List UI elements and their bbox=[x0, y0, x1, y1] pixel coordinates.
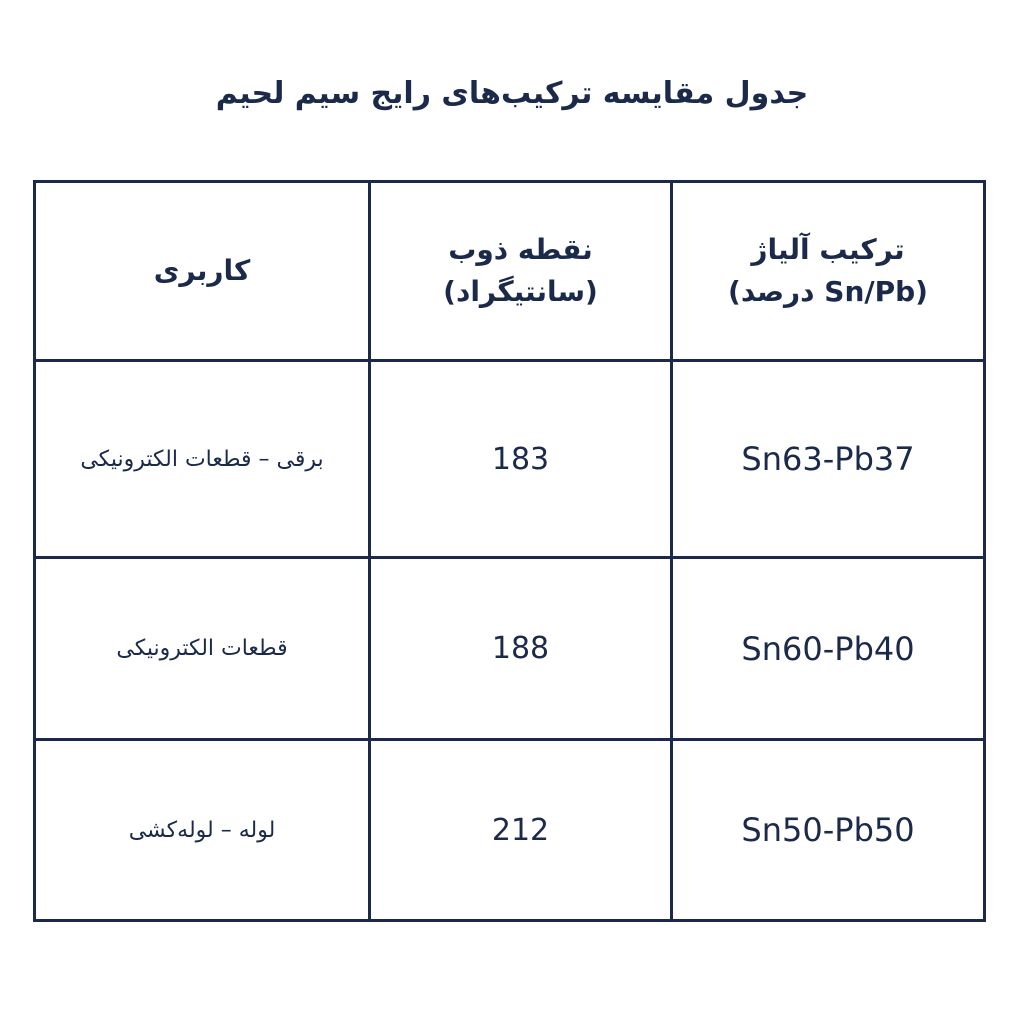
header-melting-point: نقطه ذوب (سانتیگراد) bbox=[370, 182, 672, 361]
usage-cell: برقی – قطعات الکترونیکی bbox=[35, 361, 370, 558]
melting-point-cell: 183 bbox=[370, 361, 672, 558]
page-title: جدول مقایسه ترکیب‌های رایج سیم لحیم bbox=[215, 76, 809, 111]
melting-point-cell: 212 bbox=[370, 740, 672, 921]
alloy-cell: Sn63-Pb37 bbox=[672, 361, 985, 558]
header-alloy-line1: ترکیب آلیاژ bbox=[751, 233, 905, 266]
table-row bbox=[35, 740, 985, 921]
header-alloy-composition bbox=[672, 182, 985, 361]
alloy-cell: Sn50-Pb50 bbox=[672, 740, 985, 921]
header-usage: کاربری bbox=[35, 182, 370, 361]
table-header-row bbox=[35, 182, 985, 361]
table-row bbox=[35, 558, 985, 740]
header-alloy-line2: (Sn/Pb درصد) bbox=[728, 275, 928, 308]
table-row bbox=[35, 361, 985, 558]
usage-cell: قطعات الکترونیکی bbox=[35, 558, 370, 740]
melting-point-cell: 188 bbox=[370, 558, 672, 740]
usage-cell: لوله – لوله‌کشی bbox=[35, 740, 370, 921]
solder-comparison-table bbox=[33, 180, 986, 922]
alloy-cell: Sn60-Pb40 bbox=[672, 558, 985, 740]
